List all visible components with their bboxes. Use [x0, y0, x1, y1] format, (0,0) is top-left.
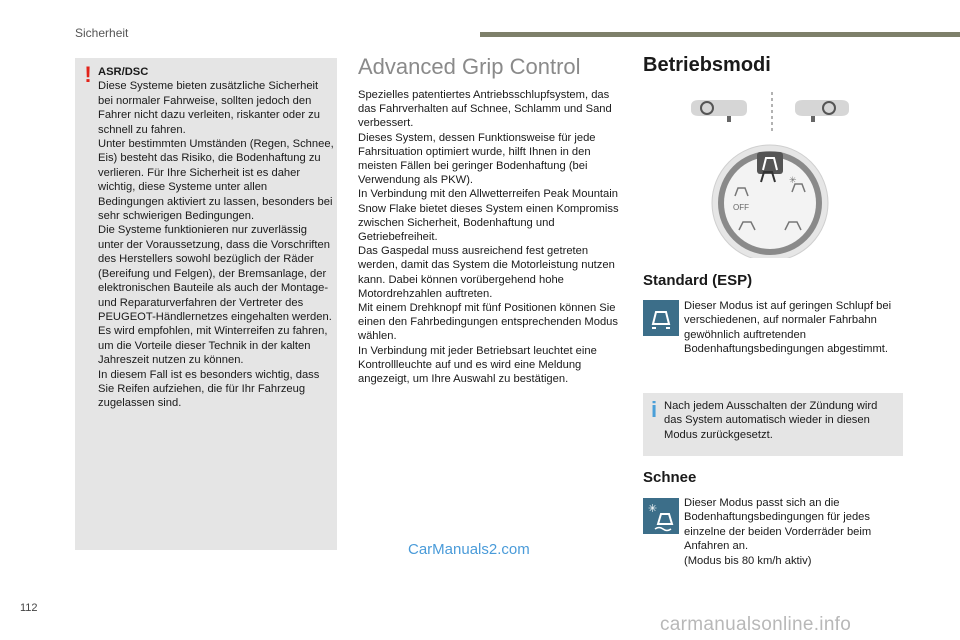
watermark-site: carmanualsonline.info	[660, 614, 852, 635]
info-text: Nach jedem Ausschalten der Zündung wird das System automatisch wieder in diesen Modus zurückgesetzt.	[664, 400, 878, 441]
snow-mode-note: (Modus bis 80 km/h aktiv)	[684, 554, 812, 567]
page-number: 112	[20, 602, 38, 614]
warning-icon: !	[84, 62, 92, 87]
indicator-lamp-icon	[727, 116, 731, 122]
snowflake-icon: ✳	[789, 176, 797, 186]
warning-paragraph: Unter bestimmten Umständen (Regen, Schnee, Eis) besteht das Risiko, die Bodenhaftung zu verlieren. Für Ihre Sicherheit ist es daher wichtig, diese Systeme unter allen Bedingungen aktiviert zu lassen, besonders bei sehr schwierigen Bedingungen.	[98, 138, 334, 223]
warning-text	[98, 65, 334, 411]
advanced-grip-title: Advanced Grip Control	[358, 54, 581, 79]
watermark-carmanuals: CarManuals2.com	[408, 541, 530, 558]
info-icon: i	[651, 397, 658, 422]
snow-mode-icon	[643, 498, 679, 534]
section-header: Sicherheit	[75, 26, 129, 40]
dial-off-label: OFF	[733, 203, 749, 212]
standard-mode-heading: Standard (ESP)	[643, 272, 753, 289]
dial-pointer	[757, 152, 783, 174]
advanced-grip-text: Spezielles patentiertes Antriebsschlupfsystem, das das Fahrverhalten auf Schnee, Schlamm und Sand verbessert. Dieses System, dessen Funktionsweise für jede Fahrsituation optimiert wurde, hilft Ihnen in den meisten Fällen bei geringer Bodenhaftung (bei Verwendung als PKW). In Verbindung mit den Allwetterreifen Peak Mountain Snow Flake bietet dieses System einen Kompromiss zwischen Sicherheit, Bodenhaftung und Getriebefreiheit. Das Gaspedal muss ausreichend fest getreten werden, damit das System die Motorleistung nutzen kann. Dabei können vorübergehend hohe Motordrehzahlen auftreten. Mit einem Drehknopf mit fünf Positionen können Sie einen den Fahrbedingungen entsprechenden Modus wählen. In Verbindung mit jeder Betriebsart leuchtet eine Kontrollleuchte auf und es wird eine Meldung angezeigt, um Ihre Auswahl zu bestätigen.	[358, 89, 619, 386]
indicator-strip-left-icon	[691, 100, 747, 116]
warning-paragraph: Die Systeme funktionieren nur zuverlässig unter der Voraussetzung, dass die Vorschriften des Herstellers sowohl bezüglich der Räder (Bereifung und Felgen), der Bremsanlage, der elektronischen Bauteile als auch der Montage- und Reparaturverfahren der Vertreter des PEUGEOT-Händlernetzes eingehalten werden.	[98, 224, 332, 323]
indicator-lamp-icon	[811, 116, 815, 122]
warning-title: ASR/DSC	[98, 66, 149, 78]
header-rule	[480, 32, 960, 37]
warning-paragraph: Diese Systeme bieten zusätzliche Sicherheit bei normaler Fahrweise, sollten jedoch den Fahrer nicht dazu verleiten, riskanter oder zu schnell zu fahren.	[98, 80, 320, 136]
esp-car-icon	[643, 300, 679, 336]
svg-text:✳: ✳	[648, 502, 658, 515]
standard-mode-text: Dieser Modus ist auf geringen Schlupf bei verschiedenen, auf normaler Fahrbahn gewöhnlich auftretenden Bodenhaftungsbedingungen abgestimmt.	[684, 300, 892, 356]
snow-mode-heading: Schnee	[643, 469, 697, 486]
modes-title: Betriebsmodi	[643, 54, 771, 76]
warning-paragraph: In diesem Fall ist es besonders wichtig, dass Sie Reifen aufziehen, die für Ihr Fahrzeug zugelassen sind.	[98, 368, 320, 410]
warning-paragraph: Es wird empfohlen, mit Winterreifen zu fahren, um die Vorteile dieser Technik in der kalten Jahreszeit nutzen zu können.	[98, 325, 328, 367]
mode-selector-dial-illustration	[685, 88, 855, 258]
snow-mode-description: Dieser Modus passt sich an die Bodenhaftungsbedingungen für jedes einzelne der beiden Vorderräder beim Anfahren an.	[684, 497, 872, 553]
snow-mode-text	[684, 496, 906, 568]
